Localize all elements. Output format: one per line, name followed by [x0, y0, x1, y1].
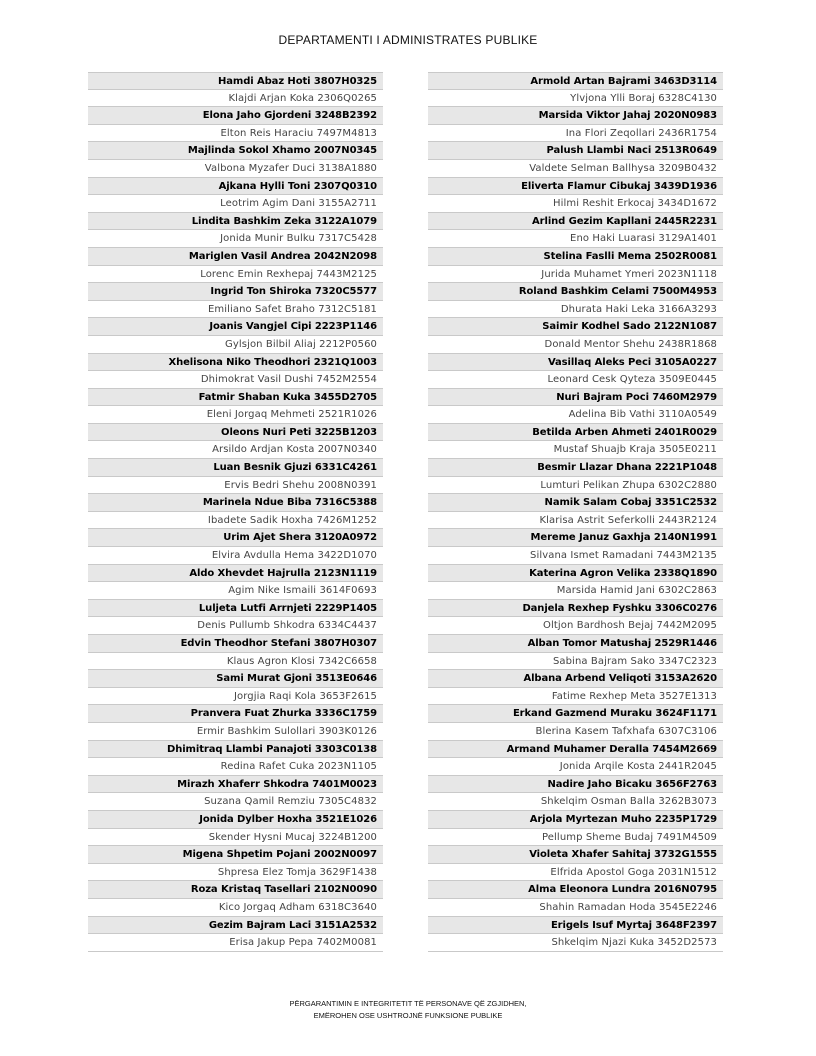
- left-name-column: [88, 72, 383, 952]
- list-item: Saimir Kodhel Sado 2122N1087: [428, 318, 723, 336]
- list-item: Roza Kristaq Tasellari 2102N0090: [88, 881, 383, 899]
- list-item: Violeta Xhafer Sahitaj 3732G1555: [428, 846, 723, 864]
- list-item: Skender Hysni Mucaj 3224B1200: [88, 829, 383, 847]
- list-item: Jorgjia Raqi Kola 3653F2615: [88, 688, 383, 706]
- list-item: Eliverta Flamur Cibukaj 3439D1936: [428, 178, 723, 196]
- footer-line-1: PËRGARANTIMIN E INTEGRITETIT TË PERSONAVE QË ZGJIDHEN,: [289, 999, 527, 1008]
- list-item: Migena Shpetim Pojani 2002N0097: [88, 846, 383, 864]
- list-item: Arjola Myrtezan Muho 2235P1729: [428, 811, 723, 829]
- list-item: Jonida Arqile Kosta 2441R2045: [428, 758, 723, 776]
- list-item: Emiliano Safet Braho 7312C5181: [88, 301, 383, 319]
- list-item: Jonida Munir Bulku 7317C5428: [88, 230, 383, 248]
- list-item: Ingrid Ton Shiroka 7320C5577: [88, 283, 383, 301]
- list-item: Dhimokrat Vasil Dushi 7452M2554: [88, 371, 383, 389]
- list-item: Pranvera Fuat Zhurka 3336C1759: [88, 705, 383, 723]
- list-item: Erkand Gazmend Muraku 3624F1171: [428, 705, 723, 723]
- list-item: Armold Artan Bajrami 3463D3114: [428, 72, 723, 90]
- list-item: Elton Reis Haraciu 7497M4813: [88, 125, 383, 143]
- list-item: Eno Haki Luarasi 3129A1401: [428, 230, 723, 248]
- list-item: Alban Tomor Matushaj 2529R1446: [428, 635, 723, 653]
- list-item: Palush Llambi Naci 2513R0649: [428, 142, 723, 160]
- list-item: Hamdi Abaz Hoti 3807H0325: [88, 72, 383, 90]
- list-item: Leotrim Agim Dani 3155A2711: [88, 195, 383, 213]
- list-item: Dhimitraq Llambi Panajoti 3303C0138: [88, 741, 383, 759]
- list-item: Marinela Ndue Biba 7316C5388: [88, 494, 383, 512]
- list-item: Vasillaq Aleks Peci 3105A0227: [428, 354, 723, 372]
- list-item: Marsida Hamid Jani 6302C2863: [428, 582, 723, 600]
- list-item: Klaus Agron Klosi 7342C6658: [88, 653, 383, 671]
- list-item: Klajdi Arjan Koka 2306Q0265: [88, 90, 383, 108]
- list-item: Suzana Qamil Remziu 7305C4832: [88, 793, 383, 811]
- list-item: Oleons Nuri Peti 3225B1203: [88, 424, 383, 442]
- list-item: Redina Rafet Cuka 2023N1105: [88, 758, 383, 776]
- list-item: Danjela Rexhep Fyshku 3306C0276: [428, 600, 723, 618]
- list-item: Arsildo Ardjan Kosta 2007N0340: [88, 441, 383, 459]
- list-item: Urim Ajet Shera 3120A0972: [88, 529, 383, 547]
- list-item: Erisa Jakup Pepa 7402M0081: [88, 934, 383, 952]
- list-item: Lorenc Emin Rexhepaj 7443M2125: [88, 266, 383, 284]
- list-item: Valbona Myzafer Duci 3138A1880: [88, 160, 383, 178]
- list-item: Luljeta Lutfi Arrnjeti 2229P1405: [88, 600, 383, 618]
- list-item: Nuri Bajram Poci 7460M2979: [428, 389, 723, 407]
- list-item: Luan Besnik Gjuzi 6331C4261: [88, 459, 383, 477]
- list-item: Oltjon Bardhosh Bejaj 7442M2095: [428, 617, 723, 635]
- list-item: Alma Eleonora Lundra 2016N0795: [428, 881, 723, 899]
- list-item: Ina Flori Zeqollari 2436R1754: [428, 125, 723, 143]
- list-item: Roland Bashkim Celami 7500M4953: [428, 283, 723, 301]
- list-item: Shpresa Elez Tomja 3629F1438: [88, 864, 383, 882]
- list-item: Leonard Cesk Qyteza 3509E0445: [428, 371, 723, 389]
- list-item: Aldo Xhevdet Hajrulla 2123N1119: [88, 565, 383, 583]
- list-item: Mereme Januz Gaxhja 2140N1991: [428, 529, 723, 547]
- list-item: Ervis Bedri Shehu 2008N0391: [88, 477, 383, 495]
- list-item: Ermir Bashkim Sulollari 3903K0126: [88, 723, 383, 741]
- list-item: Sabina Bajram Sako 3347C2323: [428, 653, 723, 671]
- list-item: Elona Jaho Gjordeni 3248B2392: [88, 107, 383, 125]
- list-item: Katerina Agron Velika 2338Q1890: [428, 565, 723, 583]
- list-item: Gezim Bajram Laci 3151A2532: [88, 917, 383, 935]
- list-item: Elfrida Apostol Goga 2031N1512: [428, 864, 723, 882]
- list-item: Ylvjona Ylli Boraj 6328C4130: [428, 90, 723, 108]
- list-item: Arlind Gezim Kapllani 2445R2231: [428, 213, 723, 231]
- list-item: Shkelqim Njazi Kuka 3452D2573: [428, 934, 723, 952]
- list-item: Hilmi Reshit Erkocaj 3434D1672: [428, 195, 723, 213]
- list-item: Namik Salam Cobaj 3351C2532: [428, 494, 723, 512]
- list-item: Shahin Ramadan Hoda 3545E2246: [428, 899, 723, 917]
- list-item: Fatmir Shaban Kuka 3455D2705: [88, 389, 383, 407]
- list-item: Valdete Selman Ballhysa 3209B0432: [428, 160, 723, 178]
- list-item: Lindita Bashkim Zeka 3122A1079: [88, 213, 383, 231]
- list-item: Betilda Arben Ahmeti 2401R0029: [428, 424, 723, 442]
- list-item: Elvira Avdulla Hema 3422D1070: [88, 547, 383, 565]
- list-item: Jurida Muhamet Ymeri 2023N1118: [428, 266, 723, 284]
- list-item: Joanis Vangjel Cipi 2223P1146: [88, 318, 383, 336]
- page-title: DEPARTAMENTI I ADMINISTRATES PUBLIKE: [278, 33, 538, 47]
- list-item: Majlinda Sokol Xhamo 2007N0345: [88, 142, 383, 160]
- list-item: Gylsjon Bilbil Aliaj 2212P0560: [88, 336, 383, 354]
- list-item: Stelina Faslli Mema 2502R0081: [428, 248, 723, 266]
- list-item: Fatime Rexhep Meta 3527E1313: [428, 688, 723, 706]
- list-item: Lumturi Pelikan Zhupa 6302C2880: [428, 477, 723, 495]
- list-item: Ibadete Sadik Hoxha 7426M1252: [88, 512, 383, 530]
- list-item: Kico Jorgaq Adham 6318C3640: [88, 899, 383, 917]
- list-item: Marsida Viktor Jahaj 2020N0983: [428, 107, 723, 125]
- list-item: Adelina Bib Vathi 3110A0549: [428, 406, 723, 424]
- list-item: Edvin Theodhor Stefani 3807H0307: [88, 635, 383, 653]
- list-item: Shkelqim Osman Balla 3262B3073: [428, 793, 723, 811]
- list-item: Besmir Llazar Dhana 2221P1048: [428, 459, 723, 477]
- list-item: Blerina Kasem Tafxhafa 6307C3106: [428, 723, 723, 741]
- list-item: Nadire Jaho Bicaku 3656F2763: [428, 776, 723, 794]
- list-item: Mustaf Shuajb Kraja 3505E0211: [428, 441, 723, 459]
- list-item: Erigels Isuf Myrtaj 3648F2397: [428, 917, 723, 935]
- right-name-column: [428, 72, 723, 952]
- list-item: Albana Arbend Veliqoti 3153A2620: [428, 670, 723, 688]
- list-item: Jonida Dylber Hoxha 3521E1026: [88, 811, 383, 829]
- list-item: Denis Pullumb Shkodra 6334C4437: [88, 617, 383, 635]
- list-item: Eleni Jorgaq Mehmeti 2521R1026: [88, 406, 383, 424]
- list-item: Agim Nike Ismaili 3614F0693: [88, 582, 383, 600]
- list-item: Pellump Sheme Budaj 7491M4509: [428, 829, 723, 847]
- page-footer: [0, 998, 816, 1022]
- list-item: Klarisa Astrit Seferkolli 2443R2124: [428, 512, 723, 530]
- list-item: Mariglen Vasil Andrea 2042N2098: [88, 248, 383, 266]
- list-item: Sami Murat Gjoni 3513E0646: [88, 670, 383, 688]
- list-item: Dhurata Haki Leka 3166A3293: [428, 301, 723, 319]
- list-item: Donald Mentor Shehu 2438R1868: [428, 336, 723, 354]
- list-item: Xhelisona Niko Theodhori 2321Q1003: [88, 354, 383, 372]
- list-item: Silvana Ismet Ramadani 7443M2135: [428, 547, 723, 565]
- list-item: Mirazh Xhaferr Shkodra 7401M0023: [88, 776, 383, 794]
- footer-line-2: EMËROHEN OSE USHTROJNË FUNKSIONE PUBLIKE: [313, 1011, 503, 1020]
- list-item: Ajkana Hylli Toni 2307Q0310: [88, 178, 383, 196]
- list-item: Armand Muhamer Deralla 7454M2669: [428, 741, 723, 759]
